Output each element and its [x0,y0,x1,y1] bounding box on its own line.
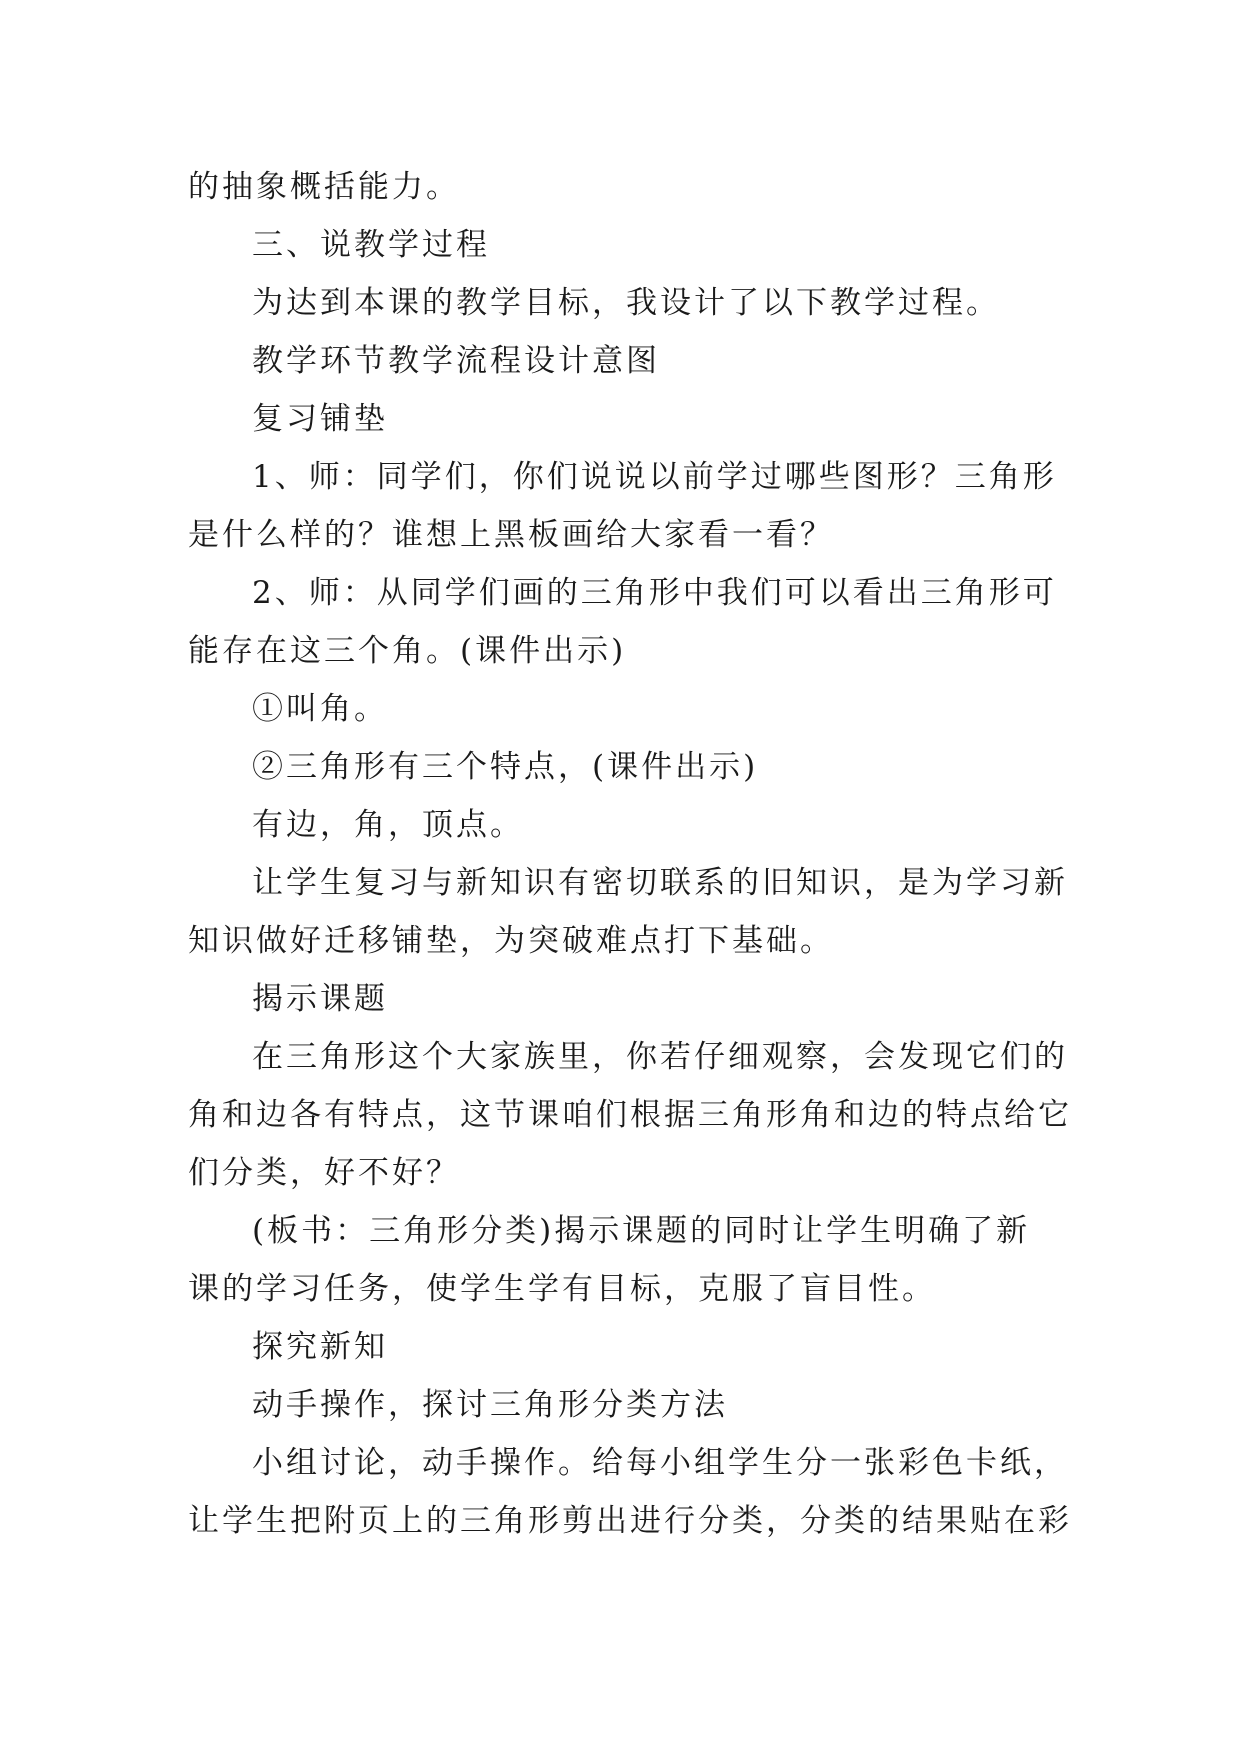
text-line: (板书：三角形分类)揭示课题的同时让学生明确了新 [252,1213,1031,1249]
text-line: 知识做好迁移铺垫，为突破难点打下基础。 [188,923,834,959]
text-line: 课的学习任务，使学生学有目标，克服了盲目性。 [188,1271,936,1307]
text-line: 1、师：同学们，你们说说以前学过哪些图形？三角形 [252,459,1057,495]
text-line: 角和边各有特点，这节课咱们根据三角形角和边的特点给它 [188,1097,1072,1133]
text-line: 们分类，好不好？ [188,1155,460,1191]
text-line: 有边，角，顶点。 [252,807,524,843]
text-line: 能存在这三个角。(课件出示) [188,633,627,669]
step-heading: 揭示课题 [252,981,388,1017]
text-line: 为达到本课的教学目标，我设计了以下教学过程。 [252,285,1000,321]
step-heading: 复习铺垫 [252,401,388,437]
step-heading: 探究新知 [252,1329,388,1365]
text-line: 动手操作，探讨三角形分类方法 [252,1387,728,1423]
text-line: 让学生复习与新知识有密切联系的旧知识，是为学习新 [252,865,1068,901]
text-line: ①叫角。 [252,691,388,727]
text-line: 是什么样的？谁想上黑板画给大家看一看？ [188,517,834,553]
text-line: 的抽象概括能力。 [188,169,460,205]
text-line: 小组讨论，动手操作。给每小组学生分一张彩色卡纸， [252,1445,1068,1481]
table-header-line: 教学环节教学流程设计意图 [252,343,660,379]
text-line: 让学生把附页上的三角形剪出进行分类，分类的结果贴在彩 [188,1503,1072,1539]
text-line: 在三角形这个大家族里，你若仔细观察，会发现它们的 [252,1039,1068,1075]
text-line: ②三角形有三个特点，(课件出示) [252,749,759,785]
body-text [188,158,1072,1550]
text-line: 2、师：从同学们画的三角形中我们可以看出三角形可 [252,575,1057,611]
section-heading: 三、说教学过程 [252,227,490,263]
